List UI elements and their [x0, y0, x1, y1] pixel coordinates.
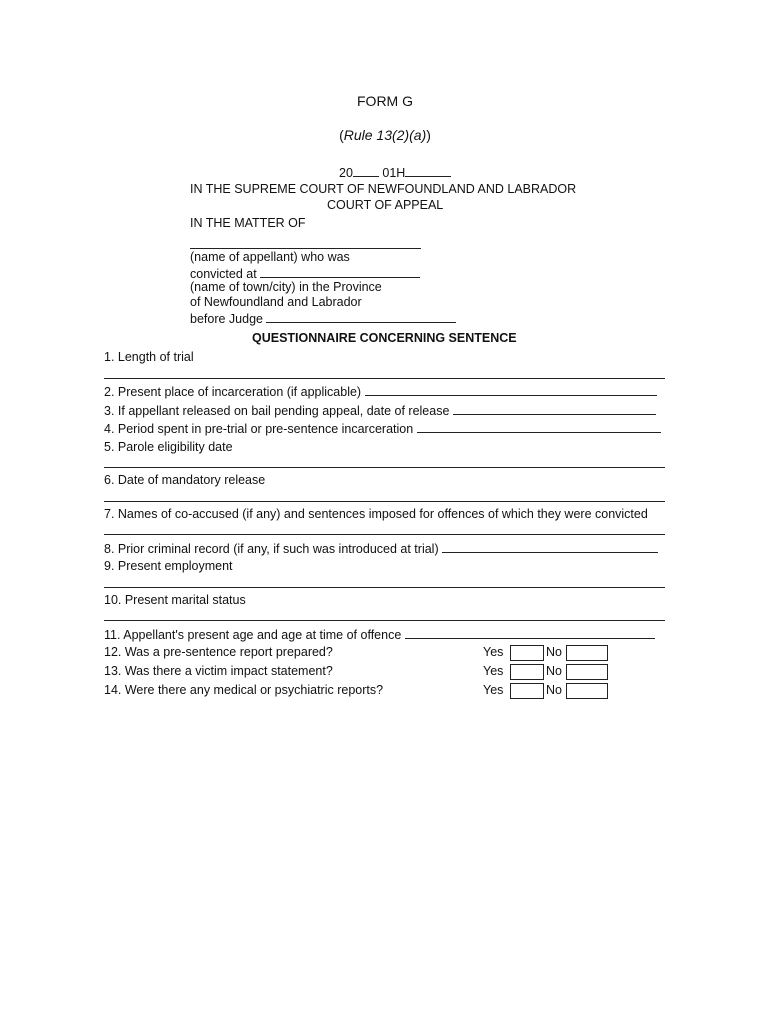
no-label-12: No	[546, 645, 562, 659]
appellant-caption: (name of appellant) who was	[190, 250, 350, 264]
yes-label-12: Yes	[483, 645, 504, 659]
no-checkbox-13[interactable]	[566, 664, 608, 680]
answer-line-9[interactable]	[104, 587, 665, 588]
court-file-number: 20 01H	[339, 164, 451, 181]
question-8: 8. Prior criminal record (if any, if such was introduced at trial)	[104, 540, 658, 557]
answer-blank-11[interactable]	[405, 626, 655, 639]
judge-blank[interactable]	[266, 310, 456, 323]
yes-label-14: Yes	[483, 683, 504, 697]
year-blank[interactable]	[353, 164, 379, 177]
question-10: 10. Present marital status	[104, 593, 246, 607]
yes-checkbox-14[interactable]	[510, 683, 544, 699]
answer-blank-3[interactable]	[453, 402, 656, 415]
answer-line-10[interactable]	[104, 620, 665, 621]
question-1: 1. Length of trial	[104, 350, 194, 364]
question-4: 4. Period spent in pre-trial or pre-sentence incarceration	[104, 420, 661, 437]
question-5: 5. Parole eligibility date	[104, 440, 233, 454]
yes-label-13: Yes	[483, 664, 504, 678]
in-the-matter-of: IN THE MATTER OF	[190, 216, 306, 230]
yes-checkbox-13[interactable]	[510, 664, 544, 680]
form-title: FORM G	[357, 93, 413, 109]
rule-reference: (Rule 13(2)(a))	[339, 127, 431, 143]
question-13: 13. Was there a victim impact statement?	[104, 664, 333, 678]
answer-blank-8[interactable]	[442, 540, 658, 553]
before-judge-label: before Judge	[190, 310, 456, 327]
answer-line-7[interactable]	[104, 534, 665, 535]
no-checkbox-12[interactable]	[566, 645, 608, 661]
appellant-name-blank[interactable]	[190, 248, 421, 249]
convicted-at-blank[interactable]	[260, 265, 420, 278]
question-11: 11. Appellant's present age and age at time of offence	[104, 626, 655, 643]
answer-line-5[interactable]	[104, 467, 665, 468]
question-2: 2. Present place of incarceration (if applicable)	[104, 383, 657, 400]
court-name-line2: COURT OF APPEAL	[327, 198, 444, 212]
no-label-13: No	[546, 664, 562, 678]
answer-line-1[interactable]	[104, 378, 665, 379]
answer-blank-4[interactable]	[417, 420, 661, 433]
question-12: 12. Was a pre-sentence report prepared?	[104, 645, 333, 659]
court-name-line1: IN THE SUPREME COURT OF NEWFOUNDLAND AND LABRADOR	[190, 182, 577, 196]
town-caption: (name of town/city) in the Province	[190, 280, 382, 294]
question-9: 9. Present employment	[104, 559, 233, 573]
question-3: 3. If appellant released on bail pending appeal, date of release	[104, 402, 656, 419]
question-14: 14. Were there any medical or psychiatric reports?	[104, 683, 384, 697]
province-caption: of Newfoundland and Labrador	[190, 295, 362, 309]
no-checkbox-14[interactable]	[566, 683, 608, 699]
convicted-at-label: convicted at	[190, 265, 420, 282]
question-6: 6. Date of mandatory release	[104, 473, 266, 487]
yes-checkbox-12[interactable]	[510, 645, 544, 661]
file-number-blank[interactable]	[405, 164, 451, 177]
no-label-14: No	[546, 683, 562, 697]
questionnaire-heading: QUESTIONNAIRE CONCERNING SENTENCE	[252, 331, 517, 345]
answer-line-6[interactable]	[104, 501, 665, 502]
answer-blank-2[interactable]	[365, 383, 657, 396]
question-7: 7. Names of co-accused (if any) and sentences imposed for offences of which they were convicted	[104, 507, 648, 521]
